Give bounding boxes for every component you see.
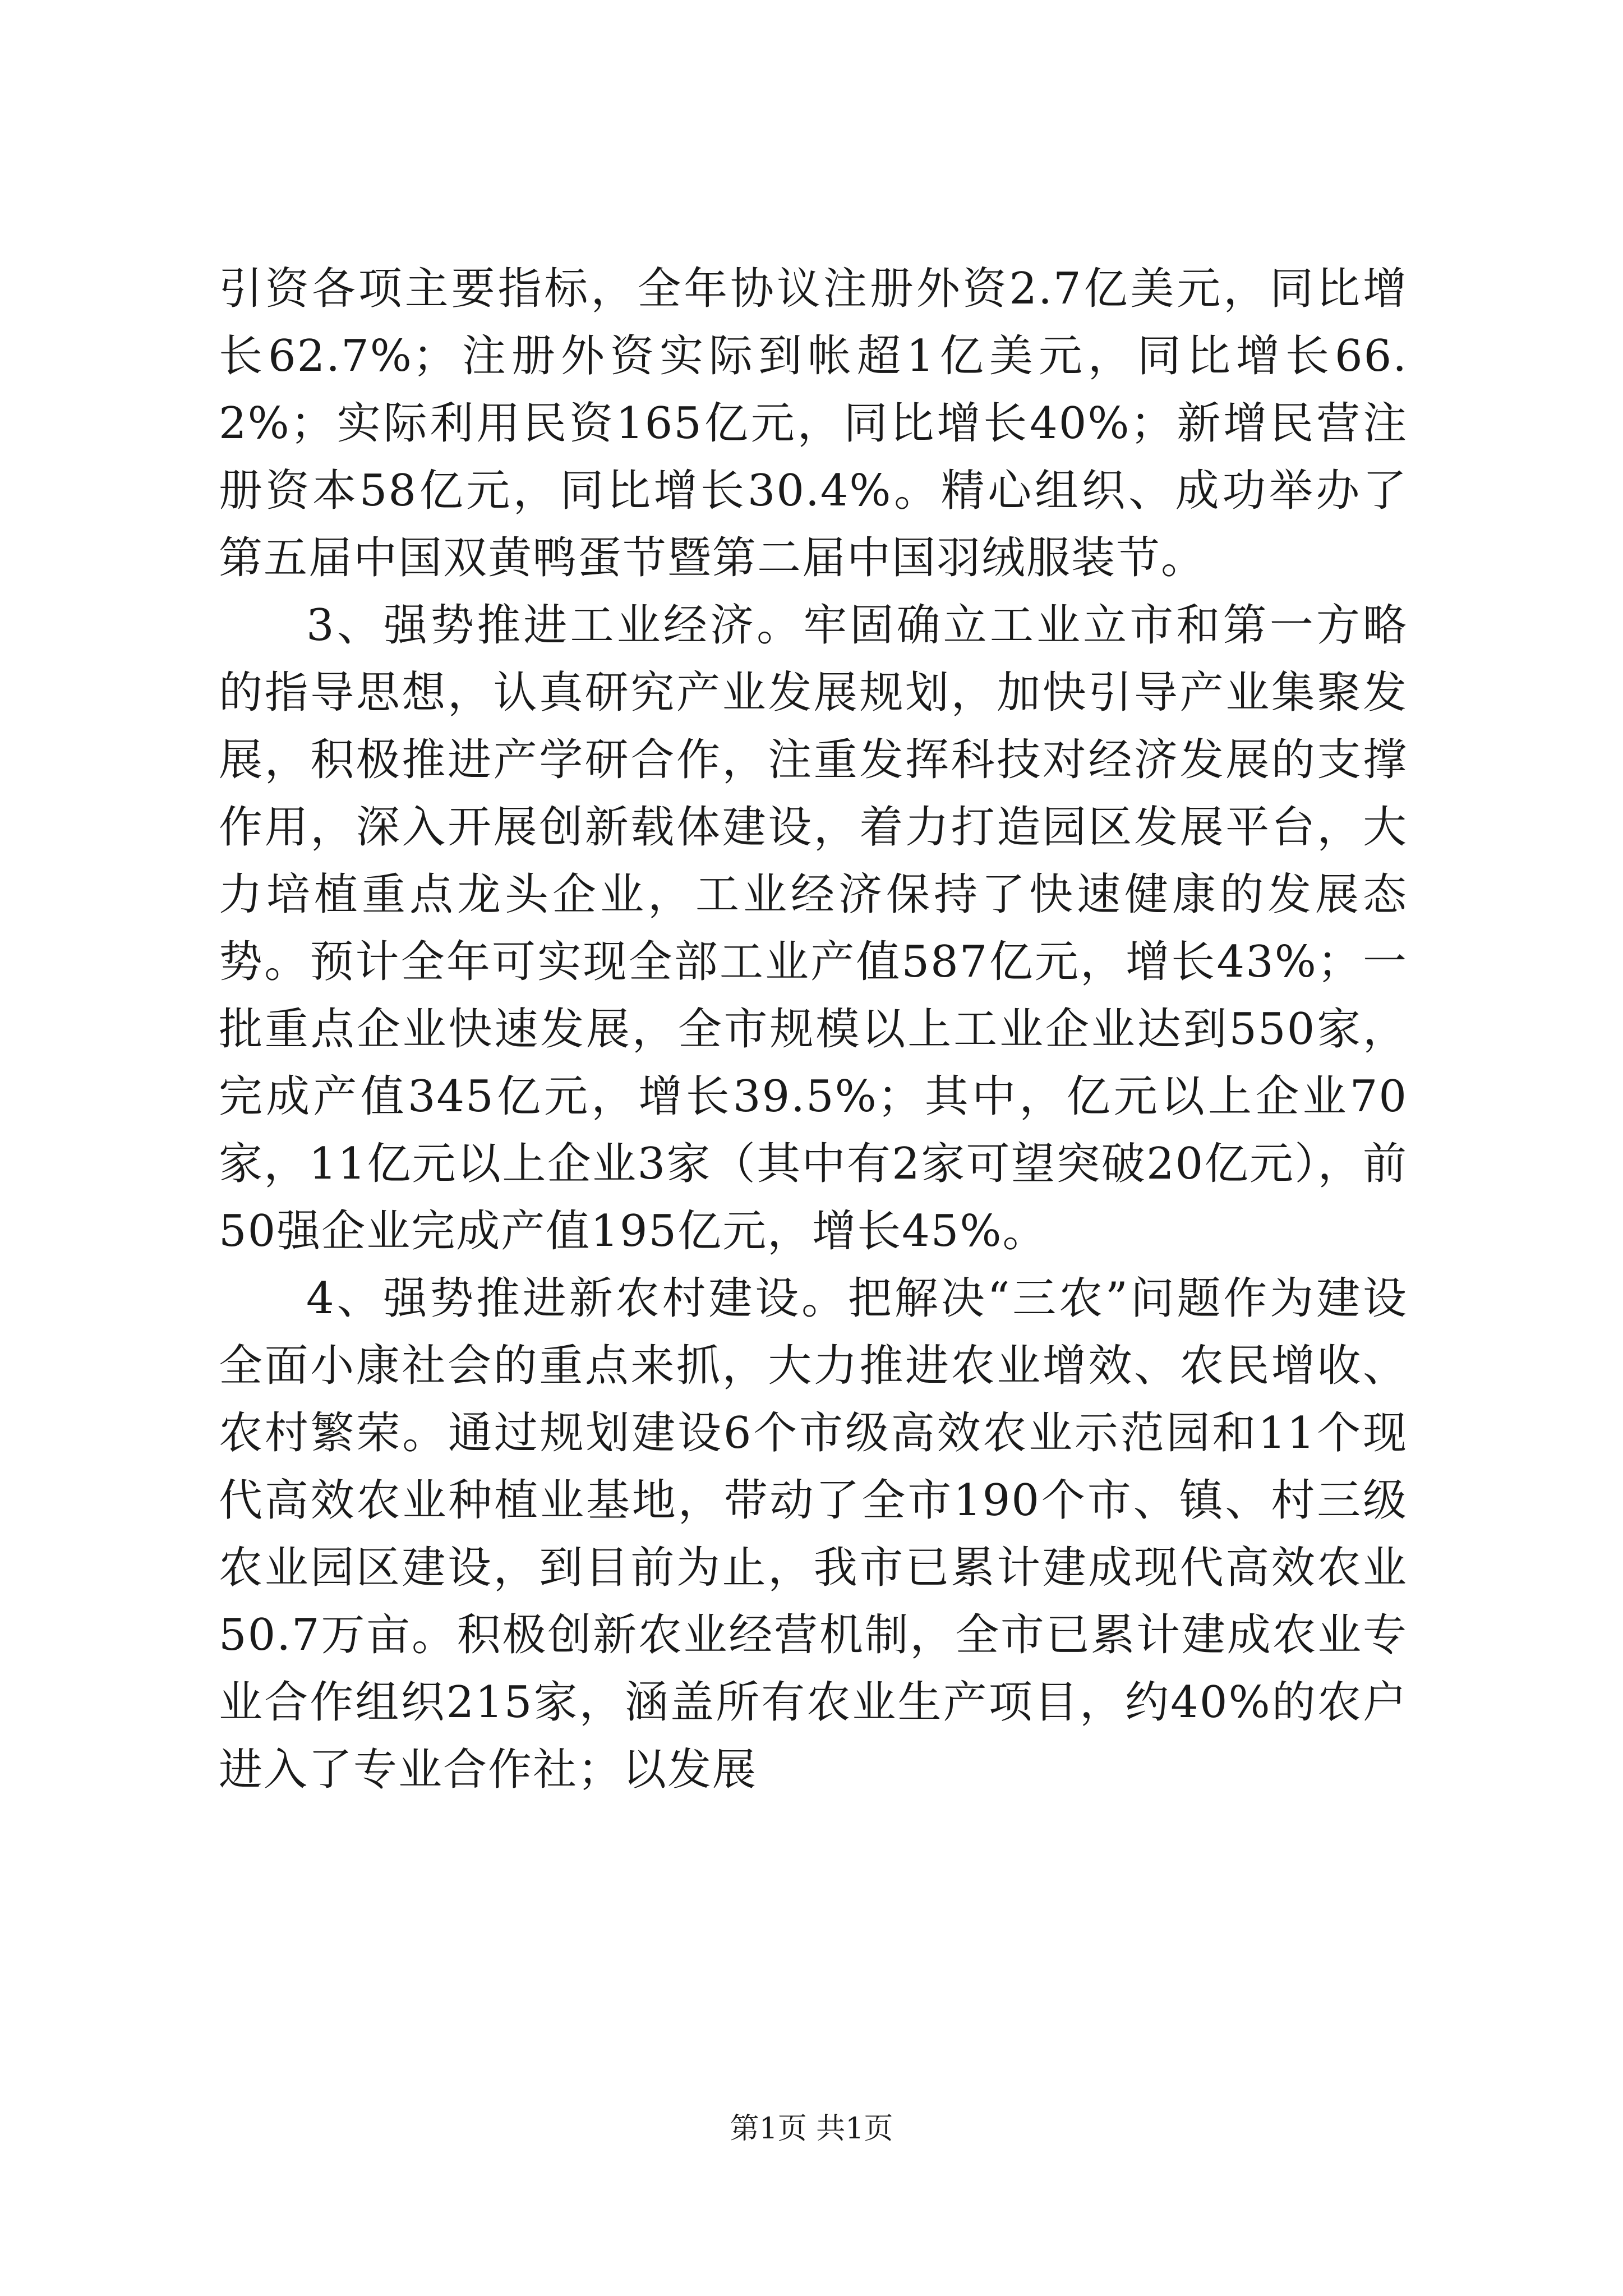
document-body — [219, 255, 1408, 1803]
paragraph-1: 引资各项主要指标，全年协议注册外资2.7亿美元，同比增长62.7%；注册外资实际到帐超1亿美元，同比增长66.2%；实际利用民资165亿元，同比增长40%；新增民营注册资本58亿元，同比增长30.4%。精心组织、成功举办了第五届中国双黄鸭蛋节暨第二届中国羽绒服装节。 — [219, 264, 1408, 583]
page-number-footer: 第1页 共1页 — [730, 2112, 893, 2146]
paragraph-2: 3、强势推进工业经济。牢固确立工业立市和第一方略的指导思想，认真研究产业发展规划，加快引导产业集聚发展，积极推进产学研合作，注重发挥科技对经济发展的支撑作用，深入开展创新载体建设，着力打造园区发展平台，大力培植重点龙头企业，工业经济保持了快速健康的发展态势。预计全年可实现全部工业产值587亿元，增长43%；一批重点企业快速发展，全市规模以上工业企业达到550家，完成产值345亿元，增长39.5%；其中，亿元以上企业70家，11亿元以上企业3家（其中有2家可望突破20亿元），前50强企业完成产值195亿元，增长45%。 — [219, 600, 1408, 1257]
paragraph-3: 4、强势推进新农村建设。把解决“三农”问题作为建设全面小康社会的重点来抓，大力推进农业增效、农民增收、农村繁荣。通过规划建设6个市级高效农业示范园和11个现代高效农业种植业基地，带动了全市190个市、镇、村三级农业园区建设，到目前为止，我市已累计建成现代高效农业50.7万亩。积极创新农业经营机制，全市已累计建成农业专业合作组织215家，涵盖所有农业生产项目，约40%的农户进入了专业合作社；以发展 — [219, 1273, 1408, 1795]
